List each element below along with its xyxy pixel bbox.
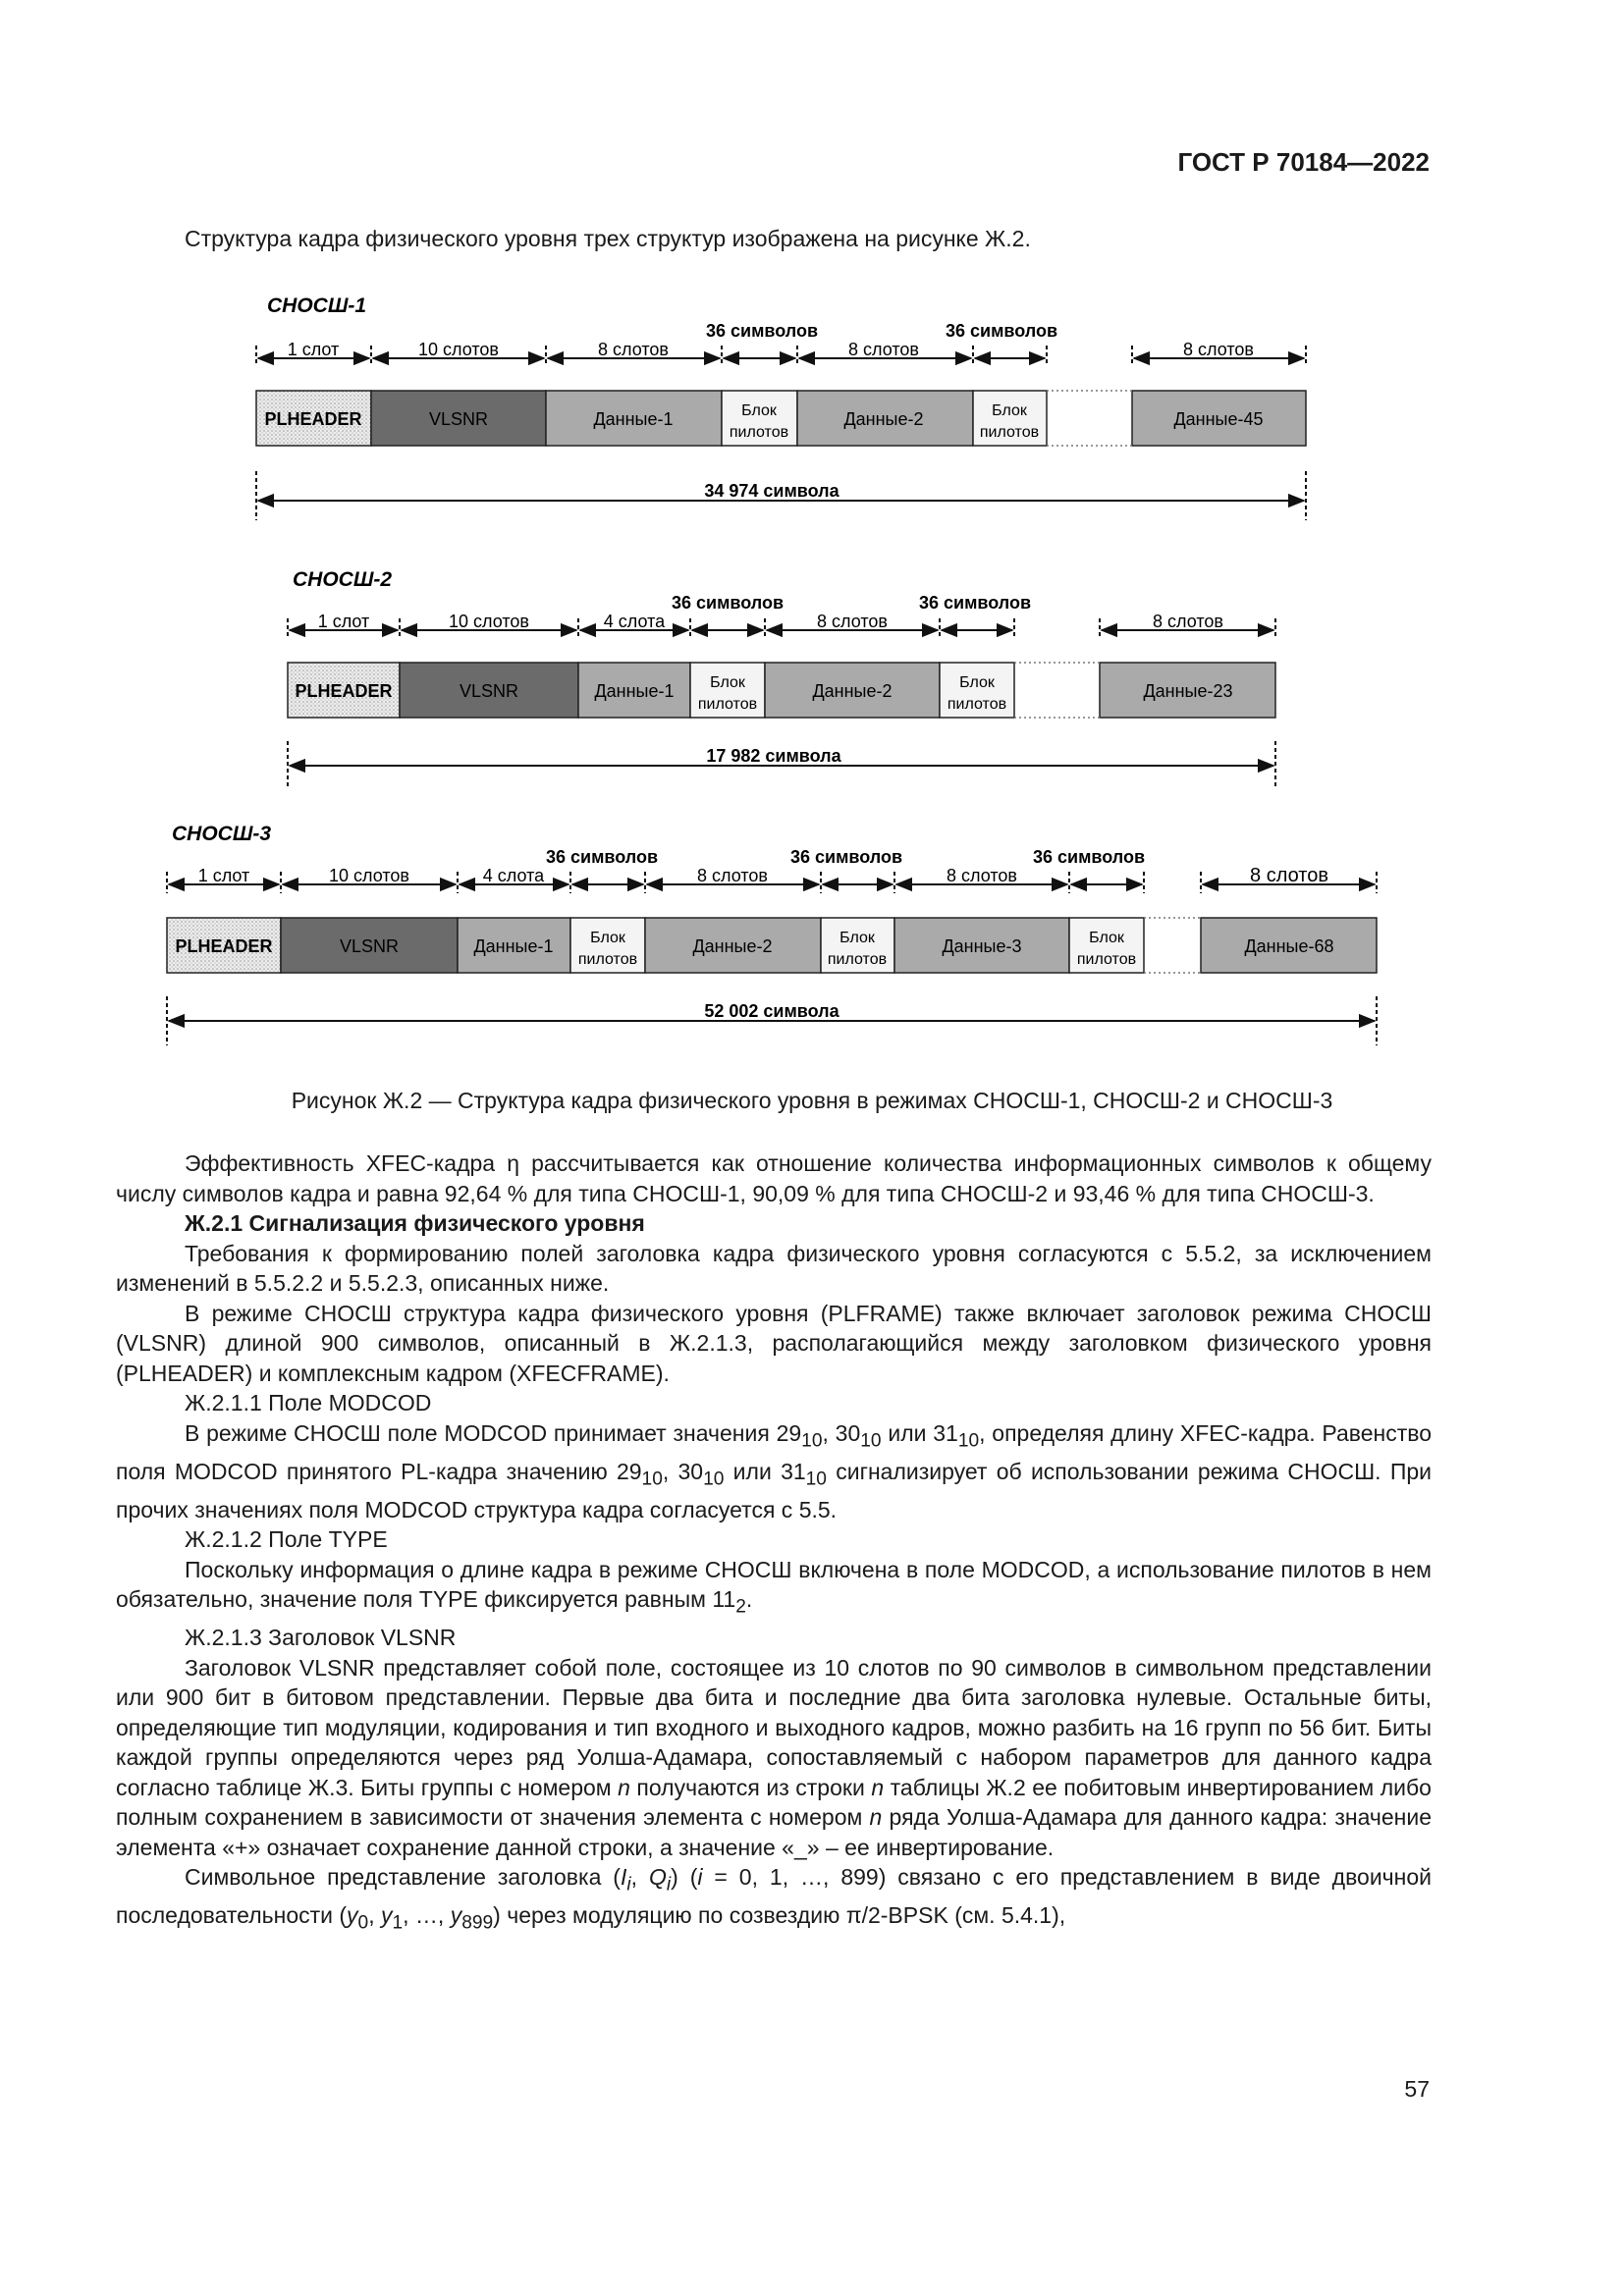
sym36-label: 36 символов [945, 321, 1058, 341]
section-heading: Ж.2.1 Сигнализация физического уровня [185, 1210, 645, 1236]
block-label: пилотов [577, 951, 638, 968]
frame-snossh-2 [288, 568, 1275, 787]
sym36-label: 36 символов [671, 593, 785, 613]
span-label: 1 слот [287, 340, 340, 359]
block-label: PLHEADER [264, 409, 362, 429]
paragraph: В режиме СНОСШ структура кадра физического уровня (PLFRAME) также включает заголовок режима СНОСШ (VLSNR) длиной 900 символов, описанный в Ж.2.1.3, располагающийся между заголовком физического уровня (PLHEADER) и комплексным кадром (XFECFRAME). [116, 1300, 1432, 1386]
sym36-label: 36 символов [789, 847, 903, 867]
block-label: Данные-2 [812, 681, 893, 701]
block-label: Данные-1 [593, 409, 674, 429]
total-label: 52 002 символа [704, 1001, 839, 1021]
block-label: Блок [992, 402, 1027, 419]
frame-title: СНОСШ-2 [293, 568, 393, 591]
span-label: 10 слотов [418, 340, 499, 359]
paragraph: Поскольку информация о длине кадра в режиме СНОСШ включена в поле MODCOD, а использование пилотов в нем обязательно, значение поля TYPE фиксируется равным $11_2$. [116, 1556, 1432, 1618]
span-label: 8 слотов [1153, 612, 1223, 631]
block-label: Блок [741, 402, 777, 419]
block-label: Данные-2 [843, 409, 924, 429]
span-label: 1 слот [197, 866, 250, 885]
block-label: PLHEADER [295, 681, 393, 701]
frame-snossh-3 [167, 823, 1377, 1045]
span-label: 4 слота [482, 866, 545, 885]
block-label: Данные-45 [1173, 409, 1264, 429]
block-label: VLSNR [339, 936, 400, 956]
subsection-heading: Ж.2.1.1 Поле MODCOD [185, 1390, 432, 1415]
total-label: 34 974 символа [704, 481, 839, 501]
span-label: 8 слотов [598, 340, 669, 359]
sym36-label: 36 символов [545, 847, 659, 867]
span-label: 8 слотов [1250, 865, 1328, 886]
span-label: 8 слотов [817, 612, 888, 631]
subsection-heading: Ж.2.1.2 Поле TYPE [185, 1526, 388, 1553]
standard-code: ГОСТ Р 70184—2022 [1177, 147, 1430, 177]
subsection-heading: Ж.2.1.3 Заголовок VLSNR [185, 1625, 457, 1651]
block-label: Блок [1089, 930, 1124, 946]
frame-title: СНОСШ-1 [267, 294, 367, 317]
span-label: 8 слотов [848, 340, 919, 359]
figure-caption: Рисунок Ж.2 — Структура кадра физического уровня в режимах СНОСШ-1, СНОСШ-2 и СНОСШ-3 [291, 1088, 1333, 1113]
block-label: пилотов [827, 951, 888, 968]
span-label: 8 слотов [947, 866, 1017, 885]
paragraph: Требования к формированию полей заголовка кадра физического уровня согласуются с 5.5.2, за исключением изменений в 5.5.2.2 и 5.5.2.3, описанных ниже. [116, 1240, 1432, 1296]
block-label: Данные-68 [1244, 936, 1334, 956]
block-label: Блок [839, 930, 875, 946]
block-label: Данные-23 [1143, 681, 1233, 701]
span-label: 10 слотов [329, 866, 409, 885]
block-label: Блок [710, 674, 745, 691]
paragraph: Символьное представление заголовка ($I_i$, $Q_i$) (i = 0, 1, …, 899) связано с его представлением в виде двоичной последовательности ($y_0$, $y_1$, …, $y_{899}$) через модуляцию по созвездию π/2-BPSK (см. 5.4.1), [116, 1864, 1433, 1934]
block-label: Блок [590, 930, 625, 946]
sym36-label: 36 символов [918, 593, 1032, 613]
intro-text: Структура кадра физического уровня трех структур изображена на рисунке Ж.2. [185, 226, 1031, 251]
block-label: VLSNR [459, 681, 519, 701]
block-label: VLSNR [428, 409, 489, 429]
block-label: пилотов [979, 424, 1040, 441]
span-label: 8 слотов [697, 866, 768, 885]
block-label: Данные-1 [473, 936, 554, 956]
paragraph: Эффективность XFEC-кадра η рассчитывается как отношение количества информационных символов к общему числу символов кадра и равна 92,64 % для типа СНОСШ-1, 90,09 % для типа СНОСШ-2 и 93,46 % для типа СНОСШ-3. [116, 1150, 1432, 1206]
block-label: Данные-3 [942, 936, 1022, 956]
sym36-label: 36 символов [1032, 847, 1146, 867]
frame-snossh-1 [256, 294, 1306, 520]
block-label: пилотов [697, 696, 758, 713]
paragraph: В режиме СНОСШ поле MODCOD принимает значения $29_{10}$, $30_{10}$ или $31_{10}$, определяя длину XFEC-кадра. Равенство поля MODCOD принятого PL-кадра значению $29_{10}$, $30_{10}$ или $31_{10}$ сигнализирует об использовании режима СНОСШ. При прочих значениях поля MODCOD структура кадра согласуется с 5.5. [116, 1419, 1432, 1522]
block-label: Данные-1 [594, 681, 675, 701]
span-label: 10 слотов [449, 612, 529, 631]
span-label: 4 слота [603, 612, 666, 631]
block-label: пилотов [947, 696, 1007, 713]
paragraph: Заголовок VLSNR представляет собой поле, состоящее из 10 слотов по 90 символов в символьном представлении или 900 бит в битовом представлении. Первые два бита и последние два бита заголовка нулевые. Остальные биты, определяющие тип модуляции, кодирования и тип входного и выходного кадров, можно разбить на 16 групп по 56 бит. Биты каждой группы определяются через ряд Уолша-Адамара, сопоставляемый с набором параметров для данного кадра согласно таблице Ж.3. Биты группы с номером n получаются из строки n таблицы Ж.2 ее побитовым инвертированием либо полным сохранением в зависимости от значения элемента с номером n ряда Уолша-Адамара для данного кадра: значение элемента «+» означает сохранение данной строки, а значение «_» – ее инвертирование. [116, 1654, 1432, 1860]
sym36-label: 36 символов [705, 321, 819, 341]
span-label: 1 слот [317, 612, 370, 631]
page-number: 57 [1404, 2076, 1430, 2102]
body-text [116, 1148, 1432, 1939]
total-label: 17 982 символа [706, 746, 841, 766]
block-label: Данные-2 [692, 936, 773, 956]
block-label: пилотов [1076, 951, 1137, 968]
frame-structure-figure [0, 285, 1624, 1080]
block-label: пилотов [729, 424, 789, 441]
frame-title: СНОСШ-3 [172, 823, 272, 845]
span-label: 8 слотов [1183, 340, 1254, 359]
block-label: Блок [959, 674, 995, 691]
block-label: PLHEADER [175, 936, 273, 956]
